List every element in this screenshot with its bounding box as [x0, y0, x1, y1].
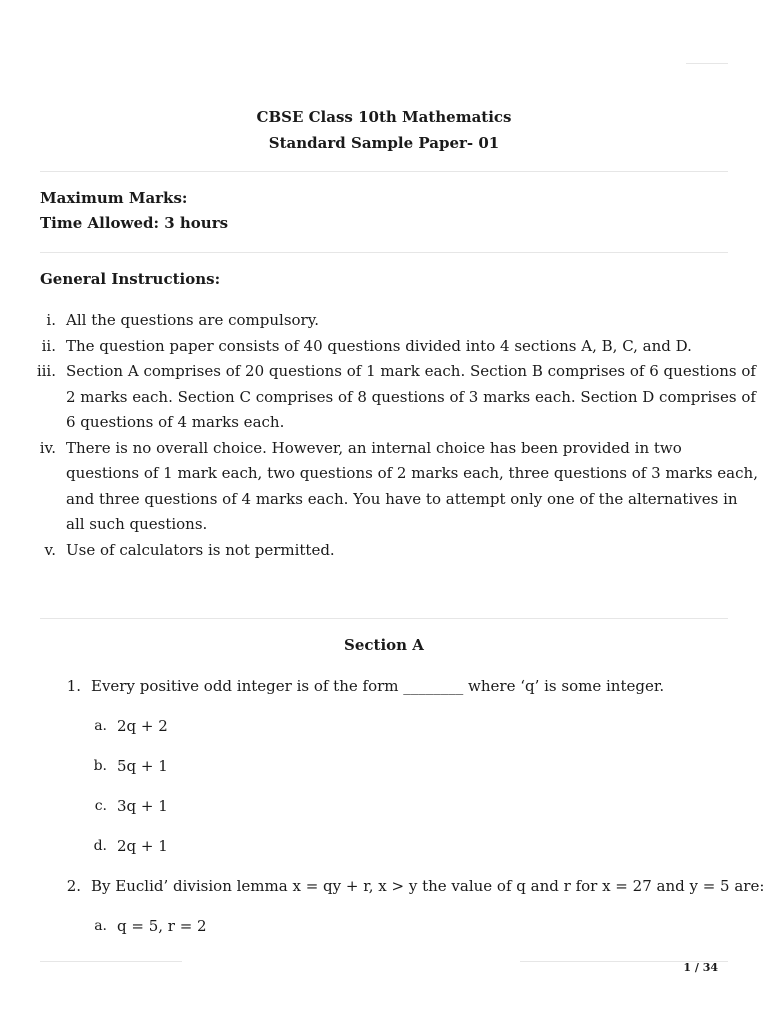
question-number: 1.	[66, 677, 81, 695]
question-number: 2.	[66, 877, 81, 895]
question-text: Every positive odd integer is of the form ________ where ‘q’ is some integer.	[91, 677, 665, 695]
instruction-number: i.	[46, 311, 56, 329]
instruction-number: v.	[44, 540, 56, 559]
instruction-line: The question paper consists of 40 questions divided into 4 sections A, B, C, and D.	[66, 336, 692, 355]
page-number: 1 / 34	[683, 961, 718, 974]
instruction-line: There is no overall choice. However, an internal choice has been provided in two	[66, 438, 682, 457]
instruction-item	[0, 359, 768, 436]
instruction-line: questions of 1 mark each, two questions of 2 marks each, three questions of 3 marks each,	[66, 464, 758, 482]
section-divider	[40, 618, 728, 619]
instruction-line: 6 questions of 4 marks each.	[66, 413, 285, 431]
instruction-line: Use of calculators is not permitted.	[66, 540, 335, 559]
instruction-item	[0, 538, 768, 564]
instruction-item	[0, 334, 768, 360]
option-text: 3q + 1	[117, 797, 168, 815]
instruction-line: Section A comprises of 20 questions of 1 mark each. Section B comprises of 6 questions of	[66, 362, 756, 380]
instruction-item	[0, 436, 768, 538]
question-text: By Euclid’ division lemma x = qy + r, x > y the value of q and r for x = 27 and y = 5 are:	[91, 877, 765, 895]
instructions-heading: General Instructions:	[40, 270, 221, 288]
option-letter: c.	[94, 798, 107, 814]
instruction-item	[0, 308, 768, 334]
section-title: Section A	[344, 636, 424, 654]
meta-divider	[40, 252, 728, 253]
instruction-line: and three questions of 4 marks each. You have to attempt only one of the alternatives in	[66, 489, 738, 508]
option-letter: d.	[93, 838, 107, 854]
max-marks-label: Maximum Marks:	[40, 189, 188, 207]
option-text: 5q + 1	[117, 757, 168, 775]
time-allowed-label: Time Allowed: 3 hours	[40, 214, 229, 232]
option-letter: a.	[94, 918, 107, 934]
instruction-line: all such questions.	[66, 515, 208, 533]
paper-title: CBSE Class 10th Mathematics	[256, 108, 512, 126]
option-text: q = 5, r = 2	[117, 917, 207, 935]
instruction-number: ii.	[41, 336, 56, 355]
option-text: 2q + 1	[117, 837, 168, 855]
top-corner-rule	[686, 63, 728, 64]
footer-rule-left	[40, 961, 182, 962]
option-text: 2q + 2	[117, 717, 168, 735]
header-divider	[40, 171, 728, 172]
instruction-line: All the questions are compulsory.	[66, 311, 319, 329]
option-letter: b.	[93, 758, 107, 774]
instruction-number: iii.	[36, 362, 56, 380]
instructions-list	[0, 308, 768, 563]
instruction-number: iv.	[39, 438, 56, 457]
instruction-line: 2 marks each. Section C comprises of 8 questions of 3 marks each. Section D comprises of	[66, 387, 756, 406]
option-letter: a.	[94, 718, 107, 734]
paper-subtitle: Standard Sample Paper- 01	[268, 134, 500, 152]
